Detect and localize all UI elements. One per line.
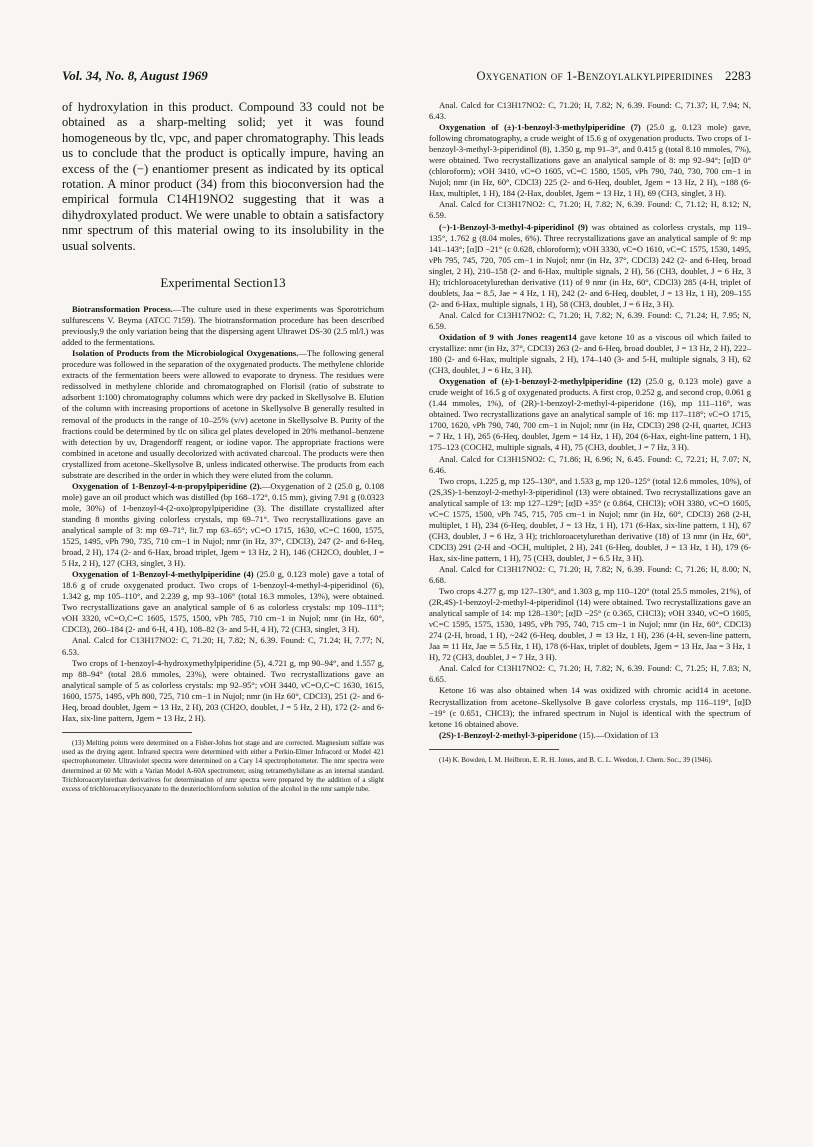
paragraph-heading: Oxidation of 9 with Jones reagent14 bbox=[439, 331, 577, 342]
paragraph-text: (25.0 g, 0.123 mole) gave, following chromatography, a crude weight of 15.6 g of oxygenation products. Two crops of 1-benzoyl-3-methyl-3-piperidinol (8), 1.350 g, mp 91–3°, and 0.415 g (total 8.10 mmoles, 7%), were obtained. Two recrystallizations gave an analytical sample of 8: mp 92–94°; [α]D 0° (chloroform); νOH 3410, νC=O 1605, νC=C 1580, 1505, νPh 790, 740, 730, 700 cm−1 in Nujol; nmr (in Hz, 60°, CDCl3) 225 (2- and 6-Heq, doublet, Jgem = 13 Hz, 2 H), ~188 (6-Hax, multiplet, 1 H), 184 (2-Hax, doublet, Jgem = 13 Hz, 1 H), 69 (CH3, singlet, 3 H). bbox=[429, 122, 751, 199]
paragraph-compound-15 bbox=[429, 730, 751, 741]
paragraph-oxygenation-7 bbox=[429, 122, 751, 199]
analysis-line: Anal. Calcd for C13H17NO2: C, 71.20; H, 7.82; N, 6.39. Found: C, 71.12; H, 8.12; N, 6.59. bbox=[429, 199, 751, 221]
paragraph-compound-9 bbox=[429, 222, 751, 310]
running-header bbox=[62, 68, 751, 88]
paragraph-heading: Biotransformation Process. bbox=[72, 304, 173, 315]
paragraph-text: (25.0 g, 0.123 mole) gave a crude weight of 16.5 g of oxygenated products. A first crop, 0.252 g, and second crop, 0.061 g (1.44 mmoles, 1%), of (2R)-1-benzoyl-2-methyl-4-piperidone (16), mp 111–116°, was obtained. Two recrystallizations gave an analytical sample of 16: mp 117–118°; νC=O 1715, 1700, 1620, νPh 790, 740, 700 cm−1 in Nujol; nmr (in Hz, CDCl3) 298 (2-H, quartet, JCH3 = 7 Hz, 1 H), 265 (6-Heq, doublet, Jgem = 14 Hz, 1 H), 204 (6-Hax, eight-line pattern, 1 H), 175–123 (COCH2, multiple signals, 4 H), 75 (CH3, doublet, J = 7 Hz, 3 H). bbox=[429, 376, 751, 453]
analysis-line: Anal. Calcd for C13H15NO2: C, 71.86; H, 6.96; N, 6.45. Found: C, 72.21; H, 7.07; N, 6.46. bbox=[429, 453, 751, 475]
analysis-line: Anal. Calcd for C13H17NO2: C, 71.20; H, 7.82; N, 6.39. Found: C, 71.24; H, 7.95; N, 6.59. bbox=[429, 309, 751, 331]
paragraph-text: was obtained as colorless crystals, mp 119–135°, 1.762 g (8.04 moles, 6%). Three recrystallizations gave an analytical sample of 9: mp 141–143°; [α]D −21° (c 0.628, chloroform); νOH 3330, νC=O 1610, νC=C 1575, 1530, 1495, νPh 795, 745, 720, 705 cm−1 in Nujol; nmr (in Hz, 37°, CDCl3) 242 (2- and 6-Heq, broad singlet, 2 H), 210–158 (2- and 6-Hax, multiple signals, 2 H), 56 (CH3, doublet, J = 6 Hz, 3 H); trichloroacetylurethan derivative (11) of 9 nmr (in Hz, 60°, CDCl3) 285 (4-H, triplet of doublets, Jaa = 8.5, Jae = 4 Hz, 1 H), 242 (2- and 6-Heq, doublet, J = 13 Hz, 1 H), 209–155 (2- and 6-Hax, multiple signals, 1 H), 58 (CH3, doublet, J = 6 Hz, 3 H). bbox=[429, 221, 752, 309]
paragraph-text: —Oxygenation of 2 (25.0 g, 0.108 mole) gave an oil product which was distilled (bp 168–172°, 0.15 mm), giving 7.91 g (0.0323 mole, 30%) of 1-benzoyl-4-(2-oxo)propylpiperidine (3). The distillate crystallized after standing 8 months giving colorless crystals, mp 69–71°. Two recrystallizations gave an analytical sample of 3: mp 69–71°, lit.7 mp 63–65°; νC=O 1715, 1630, νC=C 1600, 1575, 1525, 1495, νPh 790, 735, 710 cm−1 in Nujol; nmr (in Hz, 37°, CDCl3), 247 (2- and 6-Heq, broad, 2 H), 174 (2- and 6-Hax, broad triplet, Jgem = 13 Hz, 2 H), 146 (CH2CO, doublet, J = 5 Hz, 2 H), 127 (CH3, singlet, 3 H). bbox=[62, 480, 384, 569]
paragraph-ketone-16: Ketone 16 was also obtained when 14 was oxidized with chromic acid14 in acetone. Recrystallization from acetone–Skellysolve B gave colorless crystals, mp 116–119°, [α]D −19° (c 0.651, CHCl3); the infrared spectrum in Nujol is identical with the spectrum of ketone 16 obtained above. bbox=[429, 685, 751, 729]
intro-paragraph: of hydroxylation in this product. Compound 33 could not be obtained as a sharp-melting solid; yet it was found homogeneous by tlc, vpc, and paper chromatography. This leads us to conclude that the product is optically impure, having an excess of the (−) enantiomer present as indicated by its optical rotation. A minor product (34) from this bioconversion had the empirical formula C14H19NO2 suggesting that it was a dihydroxylated product. We were unable to obtain a satisfactory nmr spectrum of this material owing to its insolubility in the usual solvents. bbox=[62, 100, 384, 253]
paragraph-oxygenation-4 bbox=[62, 569, 384, 635]
paragraph-heading: Oxygenation of (±)-1-benzoyl-2-methylpiperidine (12) bbox=[439, 376, 642, 387]
running-title-block bbox=[476, 68, 751, 84]
paragraph-heading: Oxygenation of 1-Benzoyl-4-n-propylpiperidine (2). bbox=[72, 480, 262, 491]
paragraph-heading: (−)-1-Benzoyl-3-methyl-4-piperidinol (9) bbox=[439, 221, 588, 232]
analysis-line: Anal. Calcd for C13H17NO2: C, 71.20; H, 7.82; N, 6.39. Found: C, 71.37; H, 7.94; N, 6.43. bbox=[429, 100, 751, 122]
paragraph-oxygenation-12 bbox=[429, 376, 751, 453]
paragraph-text: gave ketone 10 as a viscous oil which failed to crystallize: nmr (in Hz, 37°, CDCl3) 263 (2- and 6-Heq, broad doublet, J = 13 Hz, 2 H), 222–180 (2- and 6-Hax, multiple signals, 2 H), 174–140 (3- and 5-H, multiple signals, 3 H), 62 (CH3, doublet, J = 6 Hz, 3 H). bbox=[429, 331, 751, 376]
left-column bbox=[62, 100, 384, 794]
paragraph-isolation bbox=[62, 348, 384, 481]
analysis-line: Anal. Calcd for C13H17NO2: C, 71.20; H, 7.82; N, 6.39. Found: C, 71.26; H, 8.00; N, 6.68. bbox=[429, 563, 751, 586]
paragraph-text: —The following general procedure was followed in the separation of the oxygenated products. The methylene chloride extracts of the fermentation beers were allowed to evaporate to dryness. The residues were redissolved in methylene chloride and chromatographed on Florisil (ratio of substrate to adsorbent 1:100) chromatography columns which were dry packed in Skellysolve B. Elution of the column with increasing proportions of acetone in Skellysolve B generally resulted in removal of the products in the range of 10–25% (v/v) acetone in Skellysolve B. Purity of the fractions could be determined by tlc on silica gel plates developed in 20% methanol–benzene with detection by uv, Dragendorff reagent, or iodine vapor. The appropriate fractions were combined in acetone and usually decolorized with activated charcoal. The products were then crystallized from acetone–Skellysolve B, unless indicated otherwise. The products from each substrate are described in the order in which they were eluted from the column. bbox=[62, 348, 384, 480]
running-title: Oxygenation of 1-Benzoylalkylpiperidines bbox=[476, 69, 713, 83]
paragraph-heading: Oxygenation of (±)-1-benzoyl-3-methylpiperidine (7) bbox=[439, 122, 641, 133]
paragraph-oxidation-9 bbox=[429, 332, 751, 376]
footnote-13: (13) Melting points were determined on a Fisher-Johns hot stage and are corrected. Magnesium sulfate was used as the drying agent. Infrared spectra were determined with either a Perkin-Elmer Infracord or Model 421 spectrophotometer. Ultraviolet spectra were determined on a Cary 14 spectrophotometer. The nmr spectra were determined at 60 Mc with a Varian Model A-60A spectrometer, using tetramethylsilane as an internal standard. Trichloroacetylurethan derivatives for determination of nmr spectra were prepared by the addition of a slight excess of trichloroacetylisocyanate to the deuteriochloroform solution of the alcohol in the nmr sample tube. bbox=[62, 738, 384, 794]
paragraph-compound-13: Two crops, 1.225 g, mp 125–130°, and 1.533 g, mp 120–125° (total 12.6 mmoles, 10%), of (2S,3S)-1-benzoyl-2-methyl-3-piperidinol (13) were obtained. Two recrystallizations gave an analytical sample of 13: mp 127–129°; [α]D +35° (c 0.864, CHCl3); νOH 3380, νC=O 1605, νC=C 1575, 1500, νPh 745, 715, 705 cm−1 in Nujol; nmr (in Hz, 60°, CDCl3) 268 (2-H, multiplet, 1 H), 234 (6-Heq, doublet, J = 13 Hz, 1 H), 171 (6-Hax, six-line pattern, 1 H), 67 (CH3, doublet, J = 6 Hz, 3 H); trichloroacetylurethan derivative (18) of 13 nmr (in Hz, 60°, CDCl3) 291 (2-H and -OCH, multiplet, 2 H), 241 (6-Heq, doublet, J = 13 Hz, 1 H), 179 (6-Hax, six-line pattern, 1 H), 75 (CH3, doublet, J = 6.5 Hz, 3 H). bbox=[429, 475, 751, 563]
analysis-line: Anal. Calcd for C13H17NO2: C, 71.20; H, 7.82; N, 6.39. Found: C, 71.25; H, 7.83; N, 6.65. bbox=[429, 663, 751, 685]
paragraph-oxygenation-2 bbox=[62, 481, 384, 569]
paragraph-heading: Isolation of Products from the Microbiological Oxygenations. bbox=[72, 348, 299, 359]
footnote-14: (14) K. Bowden, I. M. Heilbron, E. R. H. Jones, and B. C. L. Weedon, J. Chem. Soc., 39 (1946). bbox=[439, 755, 713, 764]
section-heading: Experimental Section13 bbox=[160, 275, 286, 291]
paragraph-text: (15).—Oxidation of 13 bbox=[577, 729, 659, 740]
analysis-line: Anal. Calcd for C13H17NO2: C, 71.20; H, 7.82; N, 6.39. Found: C, 71.24; H, 7.77; N, 6.53. bbox=[62, 635, 384, 657]
paragraph-heading: Oxygenation of 1-Benzoyl-4-methylpiperidine (4) bbox=[72, 569, 254, 580]
page-number: 2283 bbox=[725, 68, 751, 83]
paragraph-text: (25.0 g, 0.123 mole) gave a total of 18.6 g of crude oxygenated product. Two crops of 1-benzoyl-4-methyl-4-piperidinol (6), 1.342 g, mp 105–110°, and 2.239 g, mp 93–106° (total 16.3 mmoles, 13%), were obtained. Two recrystallizations gave an analytical sample of 6 as colorless crystals: mp 109–111°; νOH 3320, νC=O,C=C 1605, 1575, 1500, νPh 785, 710 cm−1 in Nujol; nmr (in Hz, 60°, CDCl3), 260–184 (2- and 6-H, 4 H), 108–82 (3- and 5-H, 4 H), 72 (CH3, singlet, 3 H). bbox=[62, 569, 384, 635]
journal-volume-info: Vol. 34, No. 8, August 1969 bbox=[62, 68, 208, 83]
footnote-rule bbox=[429, 749, 559, 750]
paragraph-biotransformation bbox=[62, 304, 384, 348]
footnote-rule bbox=[62, 732, 192, 733]
paragraph-text: —The culture used in these experiments was Sporotrichum sulfurescens V. Beyma (ATCC 7159). The biotransformation procedure has been described previously,9 the only variation being that the dispersing agent Ultrawet DS-30 (2.5 ml/l.) was added to the fermentations. bbox=[62, 304, 384, 348]
paragraph-compound-14: Two crops 4.277 g, mp 127–130°, and 1.303 g, mp 110–120° (total 25.5 mmoles, 21%), of (2R,4S)-1-benzoyl-2-methyl-4-piperidinol (14) were obtained. Two recrystallizations gave an analytical sample of 14: mp 128–130°; [α]D −25° (c 0.365, CHCl3); νOH 3340, νC=O 1605, νC=C 1595, 1575, 1530, 1495, νPh 795, 740, 715 cm−1 in Nujol; nmr (in Hz, 60°, CDCl3) 274 (2-H, broad, 1 H), ~242 (6-Heq, doublet, J ≃ 13 Hz, 1 H), 236 (4-H, seven-line pattern, Jaa ≃ 11 Hz, Jae ≃ 5.5 Hz, 1 H), 178 (6-Hax, triplet of doublets, Jgem = 13 Hz, Jaa = 3 Hz, 1 H), 72 (CH3, doublet, J = 7 Hz, 3 H). bbox=[429, 586, 751, 663]
paragraph-heading: (2S)-1-Benzoyl-2-methyl-3-piperidone bbox=[439, 729, 578, 740]
right-column bbox=[429, 100, 751, 765]
paragraph-compound-5: Two crops of 1-benzoyl-4-hydroxymethylpiperidine (5), 4.721 g, mp 90–94°, and 1.557 g, mp 88–94° (total 28.6 mmoles, 23%), were obtained. Two recrystallizations gave an analytical sample of 5 as colorless crystals: mp 92–95°; νOH 3440, νC=O,C=C 1630, 1615, 1600, 1575, 1495, νPh 800, 725, 710 cm−1 in Nujol; nmr (in Hz 60°, CDCl3), 251 (2- and 6-Heq, broad doublet, Jgem = 13 Hz, 2 H), 203 (CH2O, doublet, J = 5 Hz, 2 H), 172 (2- and 6-Hax, six-line pattern, Jgem = 13 Hz, 2 H). bbox=[62, 657, 384, 723]
